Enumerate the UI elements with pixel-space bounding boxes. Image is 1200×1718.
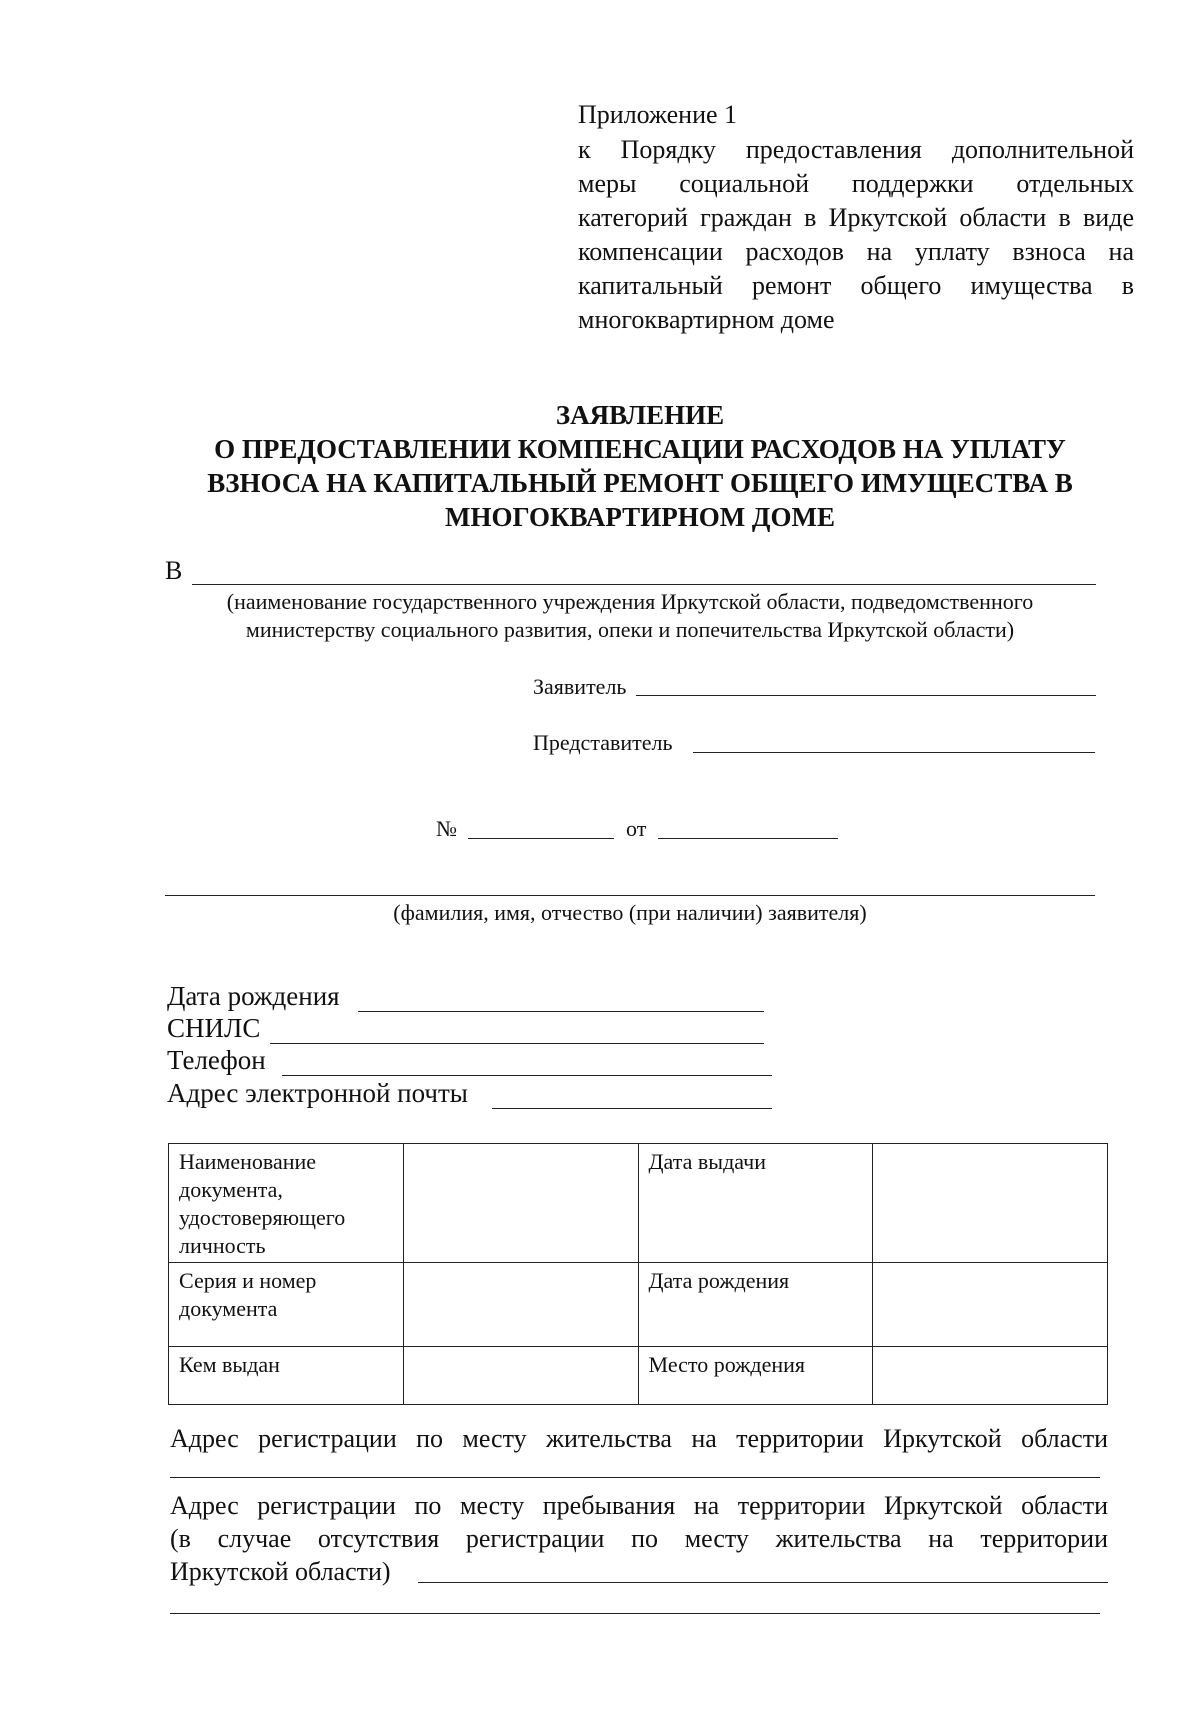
heading-line: ЗАЯВЛЕНИЕ: [555, 400, 725, 430]
appendix-text: [578, 133, 1134, 337]
residence-address-label: Адрес регистрации по месту жительства на территории Иркутской области: [170, 1424, 1108, 1453]
from-label: от: [626, 816, 647, 841]
heading-line: ВЗНОСА НА КАПИТАЛЬНЫЙ РЕМОНТ ОБЩЕГО ИМУЩЕСТВА В: [207, 468, 1073, 498]
appendix-line: категорий граждан в Иркутской области в виде: [578, 203, 1134, 232]
recipient-caption-line: (наименование государственного учреждения Иркутской области, подведомственного: [226, 589, 1034, 614]
appendix-line: к Порядку предоставления дополнительной: [578, 135, 1134, 164]
recipient-prefix: В: [165, 556, 183, 585]
stay-address-field-extra[interactable]: [170, 1613, 1100, 1614]
table-cell-label: Серия и номер документа: [169, 1263, 404, 1347]
appendix-line: компенсации расходов на уплату взноса на: [578, 237, 1134, 266]
heading-line: О ПРЕДОСТАВЛЕНИИ КОМПЕНСАЦИИ РАСХОДОВ НА УПЛАТУ: [214, 434, 1066, 464]
table-row: [169, 1144, 1108, 1263]
stay-address-line: (в случае отсутствия регистрации по месту жительства на территории: [170, 1524, 1108, 1553]
appendix-line: капитальный ремонт общего имущества в: [578, 271, 1134, 300]
table-cell-input[interactable]: [403, 1144, 638, 1263]
appendix-line: меры социальной поддержки отдельных: [578, 169, 1134, 198]
email-field[interactable]: [492, 1108, 772, 1109]
snils-label: СНИЛС: [167, 1013, 261, 1043]
appendix-title: Приложение 1: [578, 100, 738, 129]
table-cell-input[interactable]: [403, 1347, 638, 1405]
stay-address-line: Иркутской области): [170, 1557, 391, 1586]
birth-date-field[interactable]: [358, 1011, 764, 1012]
fio-caption: (фамилия, имя, отчество (при наличии) заявителя): [393, 900, 867, 925]
table-cell-input[interactable]: [873, 1347, 1108, 1405]
birth-date-label: Дата рождения: [167, 981, 340, 1011]
recipient-field[interactable]: [192, 584, 1096, 585]
phone-field[interactable]: [282, 1075, 772, 1076]
appendix-line: многоквартирном доме: [578, 305, 835, 334]
representative-field[interactable]: [693, 752, 1095, 753]
number-label: №: [436, 816, 457, 841]
table-cell-input[interactable]: [873, 1263, 1108, 1347]
applicant-label: Заявитель: [533, 674, 627, 699]
table-cell-label: Дата рождения: [638, 1263, 873, 1347]
heading-line: МНОГОКВАРТИРНОМ ДОМЕ: [444, 502, 835, 532]
stay-address-label: [170, 1489, 1108, 1588]
table-cell-label: Наименование документа, удостоверяющего личность: [169, 1144, 404, 1263]
table-row: [169, 1263, 1108, 1347]
stay-address-field[interactable]: [418, 1582, 1108, 1583]
fio-field[interactable]: [165, 895, 1095, 896]
table-cell-input[interactable]: [403, 1263, 638, 1347]
table-row: [169, 1347, 1108, 1405]
phone-label: Телефон: [167, 1045, 266, 1075]
recipient-caption: [150, 588, 1110, 644]
snils-field[interactable]: [270, 1043, 764, 1044]
table-cell-input[interactable]: [873, 1144, 1108, 1263]
date-field[interactable]: [658, 838, 838, 839]
representative-label: Представитель: [533, 730, 673, 755]
table-cell-label: Место рождения: [638, 1347, 873, 1405]
table-cell-label: Кем выдан: [169, 1347, 404, 1405]
applicant-field[interactable]: [636, 695, 1096, 696]
residence-address-field[interactable]: [170, 1477, 1100, 1478]
document-heading: [160, 398, 1120, 534]
table-cell-label: Дата выдачи: [638, 1144, 873, 1263]
number-field[interactable]: [468, 838, 614, 839]
stay-address-line: Адрес регистрации по месту пребывания на территории Иркутской области: [170, 1491, 1108, 1520]
email-label: Адрес электронной почты: [167, 1078, 468, 1108]
recipient-caption-line: министерству социального развития, опеки и попечительства Иркутской области): [245, 617, 1015, 642]
identity-document-table: [168, 1143, 1108, 1405]
